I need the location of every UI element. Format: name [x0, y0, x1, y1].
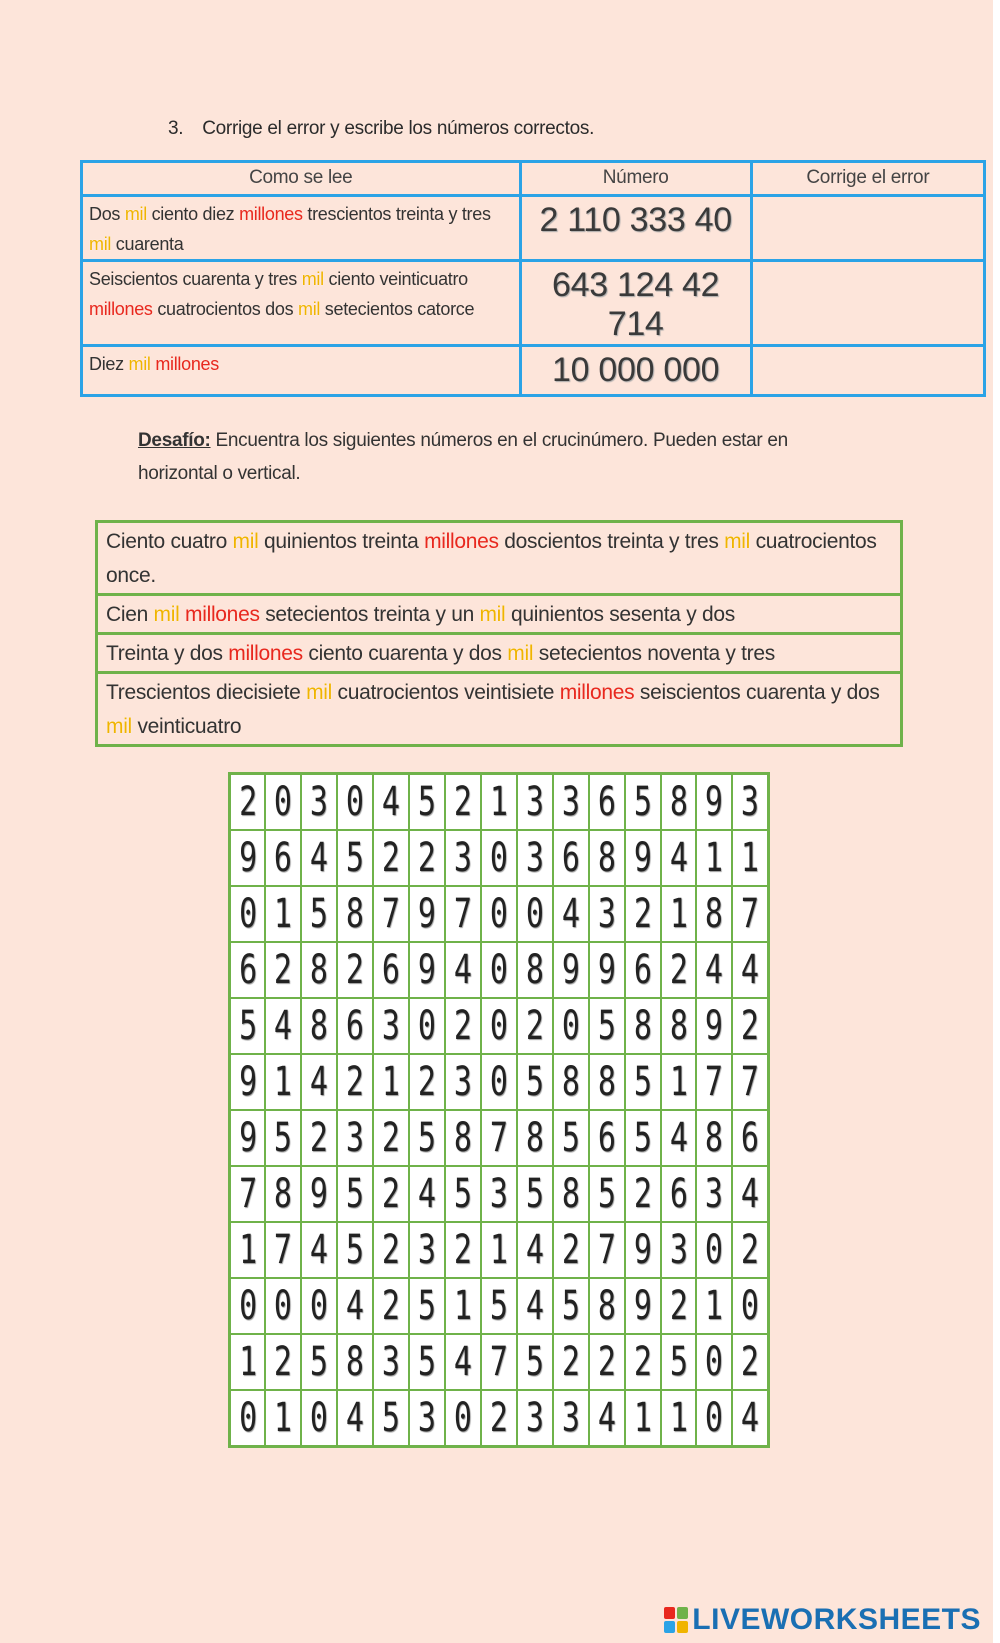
- grid-cell[interactable]: 2: [557, 1222, 584, 1278]
- grid-row: [230, 1110, 769, 1166]
- challenge-text: [138, 424, 828, 490]
- grid-cell[interactable]: 0: [701, 1334, 728, 1390]
- grid-cell[interactable]: 2: [378, 1278, 405, 1334]
- table-row: [97, 522, 902, 595]
- text-segment: veinticuatro: [131, 715, 242, 738]
- grid-cell[interactable]: 5: [521, 1054, 548, 1110]
- grid-cell[interactable]: 0: [701, 1390, 728, 1446]
- grid-cell[interactable]: 5: [378, 1390, 405, 1446]
- grid-cell[interactable]: 3: [450, 1054, 477, 1110]
- grid-cell[interactable]: 8: [521, 1110, 548, 1166]
- grid-cell[interactable]: 2: [593, 1334, 620, 1390]
- grid-cell[interactable]: 3: [665, 1222, 692, 1278]
- grid-cell[interactable]: 9: [306, 1166, 333, 1222]
- grid-cell[interactable]: 0: [234, 1278, 261, 1334]
- grid-cell[interactable]: 9: [414, 886, 441, 942]
- text-segment: cuatrocientos once.: [106, 530, 877, 587]
- grid-cell[interactable]: 2: [450, 1222, 477, 1278]
- grid-cell[interactable]: 8: [701, 1110, 728, 1166]
- grid-cell[interactable]: 5: [306, 886, 333, 942]
- grid-cell[interactable]: 8: [557, 1054, 584, 1110]
- answer-cell[interactable]: [751, 346, 984, 396]
- text-segment: Dos: [89, 204, 125, 224]
- grid-cell[interactable]: 1: [270, 1054, 297, 1110]
- grid-cell[interactable]: 0: [234, 1390, 261, 1446]
- grid-cell[interactable]: 8: [593, 1054, 620, 1110]
- grid-cell[interactable]: 2: [234, 774, 261, 830]
- grid-cell[interactable]: 4: [450, 1334, 477, 1390]
- grid-cell[interactable]: 2: [306, 1110, 333, 1166]
- liveworksheets-logo-icon: [664, 1607, 688, 1633]
- grid-cell[interactable]: 5: [665, 1334, 692, 1390]
- grid-cell[interactable]: 5: [414, 1110, 441, 1166]
- text-segment: Seiscientos cuarenta y tres: [89, 269, 302, 289]
- word-mil: mil: [232, 530, 259, 553]
- word-mil: mil: [724, 530, 751, 553]
- grid-cell[interactable]: 5: [270, 1110, 297, 1166]
- table-row: [82, 196, 985, 261]
- word-millones: millones: [239, 204, 303, 224]
- grid-cell[interactable]: 0: [306, 1278, 333, 1334]
- grid-cell[interactable]: 4: [342, 1278, 369, 1334]
- table-row: [82, 346, 985, 396]
- grid-cell[interactable]: 4: [342, 1390, 369, 1446]
- logo-square-icon: [664, 1621, 675, 1633]
- grid-row: [230, 1054, 769, 1110]
- grid-cell[interactable]: 4: [737, 942, 764, 998]
- grid-cell[interactable]: 9: [701, 998, 728, 1054]
- reading-cell: [82, 346, 521, 396]
- grid-cell[interactable]: 0: [485, 998, 512, 1054]
- grid-cell[interactable]: 0: [737, 1278, 764, 1334]
- text-segment: Trescientos diecisiete: [106, 681, 307, 704]
- grid-cell[interactable]: 3: [378, 1334, 405, 1390]
- grid-cell[interactable]: 3: [593, 886, 620, 942]
- grid-cell[interactable]: 6: [629, 942, 656, 998]
- grid-cell[interactable]: 2: [737, 1334, 764, 1390]
- text-segment: Diez: [89, 354, 129, 374]
- number-words-cell: [97, 634, 902, 673]
- grid-cell[interactable]: 9: [701, 774, 728, 830]
- grid-cell[interactable]: 5: [342, 1222, 369, 1278]
- word-mil: mil: [306, 681, 333, 704]
- text-segment: setecientos catorce: [320, 299, 475, 319]
- challenge-label: Desafío:: [138, 430, 211, 451]
- text-segment: ciento diez: [146, 204, 240, 224]
- grid-cell[interactable]: 2: [414, 830, 441, 886]
- grid-cell[interactable]: 4: [270, 998, 297, 1054]
- grid-cell[interactable]: 9: [557, 942, 584, 998]
- grid-cell[interactable]: 9: [234, 1110, 261, 1166]
- grid-cell[interactable]: 8: [270, 1166, 297, 1222]
- text-segment: cuatrocientos dos: [152, 299, 299, 319]
- grid-cell[interactable]: 8: [665, 998, 692, 1054]
- grid-cell[interactable]: 8: [306, 942, 333, 998]
- grid-cell[interactable]: 3: [521, 774, 548, 830]
- grid-cell[interactable]: 9: [629, 1222, 656, 1278]
- grid-cell[interactable]: 2: [378, 1222, 405, 1278]
- grid-cell[interactable]: 6: [234, 942, 261, 998]
- grid-cell[interactable]: 5: [414, 1334, 441, 1390]
- grid-cell[interactable]: 1: [485, 1222, 512, 1278]
- grid-cell[interactable]: 2: [378, 1110, 405, 1166]
- grid-cell[interactable]: 3: [414, 1222, 441, 1278]
- grid-row: [230, 1222, 769, 1278]
- grid-cell[interactable]: 1: [665, 886, 692, 942]
- grid-cell[interactable]: 4: [593, 1390, 620, 1446]
- logo-square-icon: [664, 1607, 675, 1619]
- grid-cell[interactable]: 4: [450, 942, 477, 998]
- table-row: [97, 673, 902, 746]
- text-segment: setecientos noventa y tres: [533, 642, 775, 665]
- number-words-cell: [97, 522, 902, 595]
- grid-cell[interactable]: 7: [450, 886, 477, 942]
- grid-cell[interactable]: 5: [414, 774, 441, 830]
- word-mil: mil: [128, 354, 151, 374]
- word-mil: mil: [124, 204, 147, 224]
- logo-square-icon: [677, 1621, 688, 1633]
- grid-cell[interactable]: 7: [378, 886, 405, 942]
- grid-cell[interactable]: 0: [342, 774, 369, 830]
- grid-cell[interactable]: 8: [306, 998, 333, 1054]
- grid-cell[interactable]: 2: [485, 1390, 512, 1446]
- grid-cell[interactable]: 7: [737, 1054, 764, 1110]
- grid-cell[interactable]: 7: [485, 1334, 512, 1390]
- challenge-description: Encuentra los siguientes números en el crucinúmero. Pueden estar en horizontal o vertical.: [138, 430, 788, 484]
- grid-cell[interactable]: 7: [701, 1054, 728, 1110]
- grid-cell[interactable]: 4: [306, 1054, 333, 1110]
- logo-square-icon: [677, 1607, 688, 1619]
- grid-cell[interactable]: 4: [521, 1222, 548, 1278]
- reading-cell: [82, 261, 521, 346]
- grid-cell[interactable]: 9: [234, 830, 261, 886]
- grid-row: [230, 1278, 769, 1334]
- grid-row: [230, 830, 769, 886]
- grid-cell[interactable]: 3: [450, 830, 477, 886]
- numbers-to-find-table: [95, 520, 903, 747]
- grid-cell[interactable]: 4: [737, 1390, 764, 1446]
- grid-cell[interactable]: 5: [629, 1110, 656, 1166]
- grid-cell[interactable]: 3: [521, 1390, 548, 1446]
- grid-row: [230, 774, 769, 830]
- grid-cell[interactable]: 1: [629, 1390, 656, 1446]
- table-row: [97, 634, 902, 673]
- text-segment: doscientos treinta y tres: [498, 530, 725, 553]
- answer-cell[interactable]: [751, 196, 984, 261]
- grid-cell[interactable]: 5: [557, 1110, 584, 1166]
- grid-cell[interactable]: 8: [701, 886, 728, 942]
- text-segment: cuatrocientos veintisiete: [332, 681, 560, 704]
- grid-cell[interactable]: 4: [306, 830, 333, 886]
- correction-table-header: [82, 162, 985, 196]
- grid-cell[interactable]: 9: [414, 942, 441, 998]
- grid-cell[interactable]: 2: [378, 830, 405, 886]
- grid-cell[interactable]: 5: [593, 998, 620, 1054]
- grid-cell[interactable]: 4: [378, 774, 405, 830]
- grid-cell[interactable]: 3: [306, 774, 333, 830]
- grid-cell[interactable]: 2: [270, 1334, 297, 1390]
- grid-cell[interactable]: 7: [270, 1222, 297, 1278]
- grid-cell[interactable]: 6: [557, 830, 584, 886]
- grid-cell[interactable]: 2: [629, 1166, 656, 1222]
- text-segment: ciento cuarenta y dos: [302, 642, 508, 665]
- grid-cell[interactable]: 0: [270, 774, 297, 830]
- word-millones: millones: [228, 642, 303, 665]
- grid-cell[interactable]: 0: [485, 830, 512, 886]
- text-segment: Cien: [106, 603, 154, 626]
- grid-cell[interactable]: 5: [342, 1166, 369, 1222]
- word-mil: mil: [298, 299, 321, 319]
- answer-cell[interactable]: [751, 261, 984, 346]
- grid-cell[interactable]: 2: [521, 998, 548, 1054]
- grid-cell[interactable]: 3: [737, 774, 764, 830]
- word-mil: mil: [507, 642, 534, 665]
- grid-cell[interactable]: 5: [234, 998, 261, 1054]
- word-millones: millones: [559, 681, 635, 704]
- table-row: [97, 595, 902, 634]
- header-como-se-lee: Como se lee: [82, 162, 521, 196]
- grid-cell[interactable]: 2: [414, 1054, 441, 1110]
- grid-cell[interactable]: 7: [593, 1222, 620, 1278]
- grid-cell[interactable]: 6: [737, 1110, 764, 1166]
- text-segment: setecientos treinta y un: [259, 603, 480, 626]
- grid-cell[interactable]: 6: [593, 1110, 620, 1166]
- grid-cell[interactable]: 7: [737, 886, 764, 942]
- grid-cell[interactable]: 6: [342, 998, 369, 1054]
- grid-cell[interactable]: 8: [665, 774, 692, 830]
- text-segment: quinientos sesenta y dos: [505, 603, 735, 626]
- text-segment: seiscientos cuarenta y dos: [634, 681, 880, 704]
- text-segment: Ciento cuatro: [106, 530, 233, 553]
- correction-table: [80, 160, 986, 397]
- grid-cell[interactable]: 0: [234, 886, 261, 942]
- header-numero: Número: [520, 162, 751, 196]
- grid-cell[interactable]: 1: [701, 1278, 728, 1334]
- grid-cell[interactable]: 8: [593, 1278, 620, 1334]
- grid-cell[interactable]: 1: [485, 774, 512, 830]
- grid-cell[interactable]: 4: [521, 1278, 548, 1334]
- grid-cell[interactable]: 5: [485, 1278, 512, 1334]
- grid-row: [230, 1334, 769, 1390]
- grid-cell[interactable]: 7: [485, 1110, 512, 1166]
- grid-cell[interactable]: 0: [450, 1390, 477, 1446]
- grid-cell[interactable]: 6: [378, 942, 405, 998]
- grid-cell[interactable]: 8: [450, 1110, 477, 1166]
- number-cell: 10 000 000: [520, 346, 751, 396]
- grid-cell[interactable]: 4: [737, 1166, 764, 1222]
- brand-name: LIVEWORKSHEETS: [692, 1603, 981, 1636]
- grid-cell[interactable]: 6: [270, 830, 297, 886]
- grid-cell[interactable]: 2: [737, 998, 764, 1054]
- grid-cell[interactable]: 2: [342, 942, 369, 998]
- grid-cell[interactable]: 0: [306, 1390, 333, 1446]
- grid-cell[interactable]: 8: [521, 942, 548, 998]
- grid-cell[interactable]: 5: [593, 1166, 620, 1222]
- grid-cell[interactable]: 4: [665, 1110, 692, 1166]
- grid-cell[interactable]: 3: [521, 830, 548, 886]
- grid-cell[interactable]: 2: [342, 1054, 369, 1110]
- grid-cell[interactable]: 3: [701, 1166, 728, 1222]
- grid-cell[interactable]: 0: [414, 998, 441, 1054]
- number-words-cell: [97, 673, 902, 746]
- grid-row: [230, 998, 769, 1054]
- instruction-number: 3.: [168, 118, 184, 139]
- grid-cell[interactable]: 4: [414, 1166, 441, 1222]
- grid-cell[interactable]: 2: [450, 774, 477, 830]
- word-millones: millones: [424, 530, 499, 553]
- grid-row: [230, 942, 769, 998]
- grid-cell[interactable]: 0: [485, 942, 512, 998]
- header-corrige: Corrige el error: [751, 162, 984, 196]
- grid-cell[interactable]: 3: [378, 998, 405, 1054]
- grid-cell[interactable]: 3: [485, 1166, 512, 1222]
- grid-cell[interactable]: 2: [665, 1278, 692, 1334]
- grid-cell[interactable]: 3: [557, 774, 584, 830]
- grid-cell[interactable]: 9: [629, 830, 656, 886]
- word-millones: millones: [185, 603, 260, 626]
- grid-cell[interactable]: 1: [378, 1054, 405, 1110]
- grid-cell[interactable]: 3: [557, 1390, 584, 1446]
- grid-cell[interactable]: 3: [414, 1390, 441, 1446]
- text-segment: trescientos treinta y tres: [302, 204, 491, 224]
- grid-cell[interactable]: 8: [557, 1166, 584, 1222]
- grid-cell[interactable]: 2: [378, 1166, 405, 1222]
- text-segment: Treinta y dos: [106, 642, 229, 665]
- word-mil: mil: [89, 234, 112, 254]
- text-segment: quinientos treinta: [258, 530, 425, 553]
- word-millones: millones: [89, 299, 153, 319]
- grid-cell[interactable]: 1: [450, 1278, 477, 1334]
- footer-logo: [664, 1603, 981, 1637]
- text-segment: cuarenta: [111, 234, 184, 254]
- grid-cell[interactable]: 2: [629, 886, 656, 942]
- grid-cell[interactable]: 5: [521, 1334, 548, 1390]
- grid-cell[interactable]: 1: [270, 886, 297, 942]
- grid-cell[interactable]: 4: [701, 942, 728, 998]
- grid-cell[interactable]: 1: [665, 1390, 692, 1446]
- word-mil: mil: [479, 603, 506, 626]
- number-search-grid: [228, 772, 770, 1448]
- grid-cell[interactable]: 4: [665, 830, 692, 886]
- grid-cell[interactable]: 5: [414, 1278, 441, 1334]
- instruction: [168, 118, 594, 140]
- grid-cell[interactable]: 6: [593, 774, 620, 830]
- grid-cell[interactable]: 2: [450, 998, 477, 1054]
- grid-row: [230, 1166, 769, 1222]
- grid-cell[interactable]: 0: [701, 1222, 728, 1278]
- grid-cell[interactable]: 1: [234, 1334, 261, 1390]
- grid-cell[interactable]: 2: [629, 1334, 656, 1390]
- grid-cell[interactable]: 6: [665, 1166, 692, 1222]
- number-words-cell: [97, 595, 902, 634]
- grid-cell[interactable]: 1: [701, 830, 728, 886]
- grid-cell[interactable]: 0: [521, 886, 548, 942]
- grid-cell[interactable]: 7: [234, 1166, 261, 1222]
- text-segment: ciento veinticuatro: [323, 269, 468, 289]
- grid-cell[interactable]: 4: [557, 886, 584, 942]
- word-mil: mil: [153, 603, 180, 626]
- grid-cell[interactable]: 1: [270, 1390, 297, 1446]
- word-millones: millones: [155, 354, 219, 374]
- grid-cell[interactable]: 9: [629, 1278, 656, 1334]
- grid-cell[interactable]: 5: [629, 774, 656, 830]
- grid-cell[interactable]: 0: [557, 998, 584, 1054]
- grid-cell[interactable]: 8: [342, 886, 369, 942]
- word-mil: mil: [301, 269, 324, 289]
- grid-cell[interactable]: 5: [521, 1166, 548, 1222]
- grid-row: [230, 886, 769, 942]
- grid-cell[interactable]: 2: [737, 1222, 764, 1278]
- grid-cell[interactable]: 5: [306, 1334, 333, 1390]
- grid-cell[interactable]: 8: [629, 998, 656, 1054]
- word-mil: mil: [106, 715, 132, 738]
- number-cell: 643 124 42 714: [520, 261, 751, 346]
- grid-cell[interactable]: 9: [234, 1054, 261, 1110]
- reading-cell: [82, 196, 521, 261]
- grid-cell[interactable]: 1: [234, 1222, 261, 1278]
- grid-cell[interactable]: 1: [737, 830, 764, 886]
- grid-cell[interactable]: 5: [342, 830, 369, 886]
- grid-cell[interactable]: 2: [557, 1334, 584, 1390]
- grid-row: [230, 1390, 769, 1446]
- grid-cell[interactable]: 5: [557, 1278, 584, 1334]
- number-cell: 2 110 333 40: [520, 196, 751, 261]
- table-row: [82, 261, 985, 346]
- grid-cell[interactable]: 2: [665, 942, 692, 998]
- grid-cell[interactable]: 0: [270, 1278, 297, 1334]
- grid-cell[interactable]: 8: [593, 830, 620, 886]
- grid-cell[interactable]: 0: [485, 886, 512, 942]
- grid-cell[interactable]: 5: [450, 1166, 477, 1222]
- grid-cell[interactable]: 9: [593, 942, 620, 998]
- grid-cell[interactable]: 0: [485, 1054, 512, 1110]
- grid-cell[interactable]: 2: [270, 942, 297, 998]
- grid-cell[interactable]: 8: [342, 1334, 369, 1390]
- grid-cell[interactable]: 3: [342, 1110, 369, 1166]
- grid-cell[interactable]: 4: [306, 1222, 333, 1278]
- grid-cell[interactable]: 1: [665, 1054, 692, 1110]
- grid-cell[interactable]: 5: [629, 1054, 656, 1110]
- instruction-text: Corrige el error y escribe los números correctos.: [202, 118, 595, 139]
